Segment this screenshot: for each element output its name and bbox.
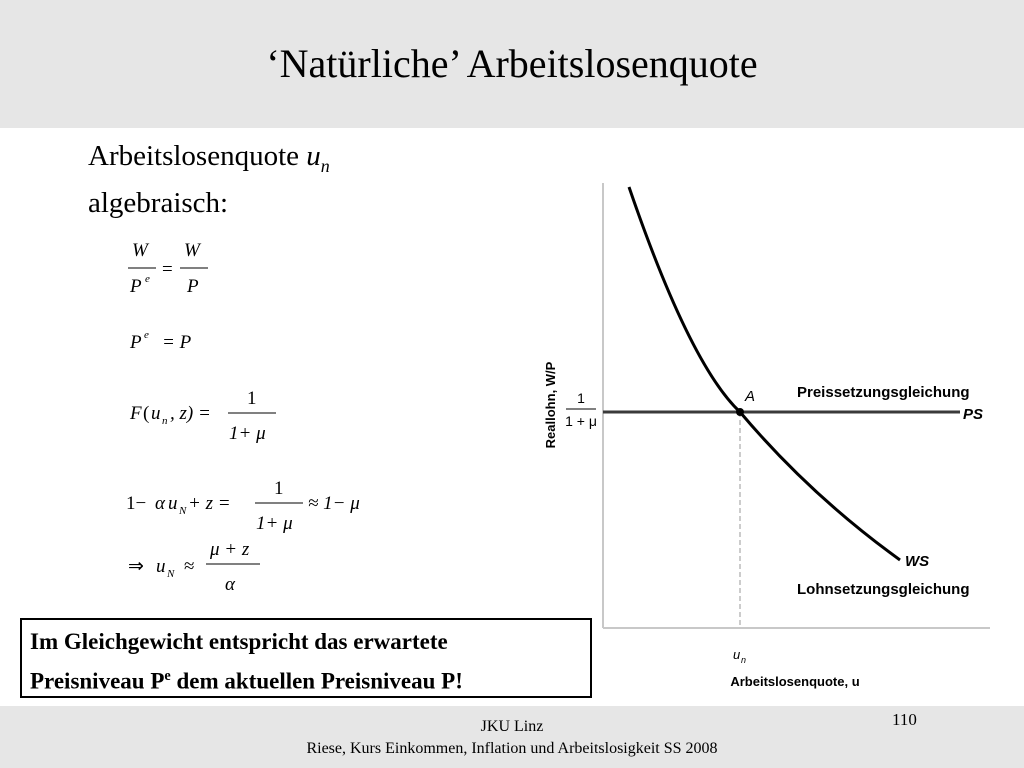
- eq5-den: α: [225, 574, 235, 595]
- footer-university: JKU Linz: [480, 718, 544, 735]
- eq4-lhs-a: 1−: [126, 493, 147, 514]
- eq5-sub: N: [167, 568, 175, 580]
- formula-natural-rate: [128, 539, 260, 595]
- eq3-num: 1: [247, 388, 257, 409]
- footer-course: Riese, Kurs Einkommen, Inflation und Arbeitslosigkeit SS 2008: [306, 740, 718, 757]
- point-a-label: A: [745, 388, 756, 405]
- conclusion-box: [20, 618, 592, 698]
- conclusion-line2-b: dem aktuellen Preisniveau P!: [170, 668, 463, 694]
- eq4-sub: N: [179, 505, 187, 517]
- x-tick-sub: n: [741, 655, 747, 665]
- ws-label: WS: [905, 553, 930, 570]
- eq1-rhs-num: W: [184, 240, 200, 261]
- x-tick-u: u: [733, 647, 741, 662]
- eq4-lhs-b: + z =: [188, 493, 231, 514]
- eq3-sub: n: [162, 415, 168, 427]
- intro-line1: Arbeitslosenquote: [88, 140, 300, 172]
- equilibrium-point-a: [736, 408, 744, 416]
- formula-price-expectation: [129, 329, 192, 353]
- slide-title: ‘Natürliche’ Arbeitslosenquote: [266, 41, 758, 86]
- eq3-u: u: [151, 403, 161, 424]
- y-tick-den: 1 + μ: [565, 413, 597, 429]
- eq4-u: u: [168, 493, 178, 514]
- eq4-den: 1+ μ: [256, 513, 293, 534]
- conclusion-line1: Im Gleichgewicht entspricht das erwartete: [30, 629, 448, 654]
- eq5-approx: ≈: [184, 556, 195, 577]
- y-tick-num: 1: [577, 390, 585, 406]
- formula-wage-equation: [128, 240, 208, 297]
- eq1-lhs-den: P: [130, 276, 142, 297]
- ws-name: Lohnsetzungsgleichung: [797, 581, 970, 598]
- y-axis-label: Reallohn, W/P: [543, 361, 558, 449]
- page-number: 110: [892, 710, 917, 729]
- eq2-rest: = P: [162, 332, 192, 353]
- title-bar: [0, 0, 1024, 128]
- intro-text: [88, 138, 330, 222]
- formula-f-equation: [129, 388, 276, 444]
- eq5-implies: ⇒: [128, 556, 144, 577]
- labor-market-diagram: [520, 175, 1024, 705]
- ps-name: Preissetzungsgleichung: [797, 384, 970, 401]
- ps-label: PS: [963, 406, 984, 423]
- conclusion-line2-a: Preisniveau P: [30, 668, 165, 694]
- intro-var-u: u: [306, 140, 321, 172]
- conclusion-sup: e: [164, 668, 171, 684]
- formula-block: [118, 232, 438, 612]
- intro-var-sub: n: [320, 155, 330, 176]
- eq3-args-rest: , z) =: [170, 403, 211, 424]
- eq2-sup: e: [144, 329, 149, 341]
- eq4-num: 1: [274, 478, 284, 499]
- x-axis-label: Arbeitslosenquote, u: [730, 674, 860, 689]
- eq1-op: =: [162, 259, 173, 280]
- eq4-alpha: α: [155, 493, 165, 514]
- intro-variable: [306, 140, 330, 176]
- intro-line2: algebraisch:: [88, 186, 229, 219]
- ws-curve: [629, 187, 900, 560]
- eq5-num: μ + z: [210, 539, 250, 560]
- eq4-rhs: ≈ 1− μ: [308, 493, 360, 514]
- eq3-lhs: F: [130, 403, 142, 424]
- formula-equilibrium: [126, 478, 360, 534]
- eq3-open: (: [143, 403, 150, 424]
- eq2-lhs: P: [130, 332, 142, 353]
- eq1-lhs-num: W: [132, 240, 148, 261]
- eq1-lhs-sup: e: [145, 273, 150, 285]
- footer-bar: [0, 706, 1024, 768]
- eq5-u: u: [156, 556, 166, 577]
- eq1-rhs-den: P: [187, 276, 199, 297]
- eq3-den: 1+ μ: [229, 423, 266, 444]
